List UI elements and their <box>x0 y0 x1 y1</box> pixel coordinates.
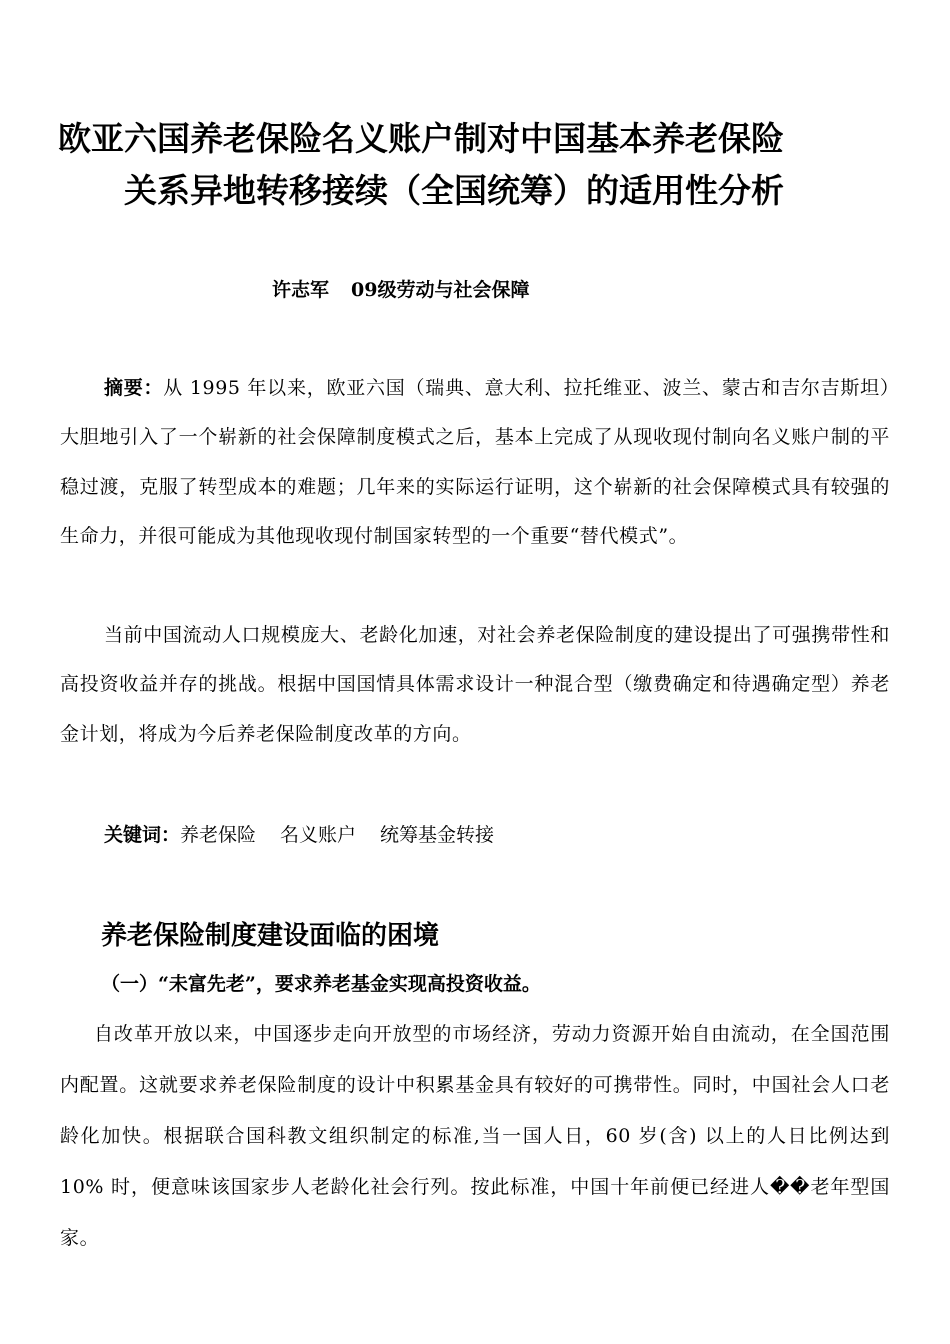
keywords-label: 关键词： <box>104 824 181 846</box>
section-heading: 养老保险制度建设面临的困境 <box>101 921 440 951</box>
abstract-paragraph-2: 当前中国流动人口规模庞大、老龄化加速，对社会养老保险制度的建设提出了可强携带性和高投资收益并存的挑战。根据中国国情具体需求设计一种混合型（缴费确定和待遇确定型）养老金计划，将成为今后养老保险制度改革的方向。 <box>60 624 890 745</box>
section-paragraph-1: 自改革开放以来，中国逐步走向开放型的市场经济，劳动力资源开始自由流动，在全国范围内配置。这就要求养老保险制度的设计中积累基金具有较好的可携带性。同时，中国社会人口老龄化加快。根据联合国科教文组织制定的标准,当一国人日，60 岁(含) 以上的人日比例达到10% 时，便意味该国家步人老龄化社会行列。按此标准，中国十年前便已经进人��老年型国家。 <box>60 1023 890 1249</box>
keyword-item: 养老保险 <box>180 824 257 846</box>
keywords-line <box>104 811 494 860</box>
abstract-paragraph-1 <box>60 364 890 561</box>
abstract-text-1: 从 1995 年以来，欧亚六国（瑞典、意大利、拉托维亚、波兰、蒙古和吉尔吉斯坦）大胆地引入了一个崭新的社会保障制度模式之后，基本上完成了从现收现付制向名义账户制的平稳过渡，克服了转型成本的难题；几年来的实际运行证明，这个崭新的社会保障模式具有较强的生命力，并很可能成为其他现收现付制国家转型的一个重要“替代模式”。 <box>60 377 890 547</box>
author-affiliation: 09级劳动与社会保障 <box>351 279 530 301</box>
author-name: 许志军 <box>272 279 330 301</box>
author-line <box>272 275 529 302</box>
keyword-item: 名义账户 <box>280 824 357 846</box>
document-title-line-2: 关系异地转移接续（全国统筹）的适用性分析 <box>124 171 784 210</box>
abstract-label: 摘要： <box>104 377 164 399</box>
keyword-item: 统筹基金转接 <box>380 824 495 846</box>
subsection-heading: （一）“未富先老”，要求养老基金实现高投资收益。 <box>101 973 541 995</box>
document-title-line-1: 欧亚六国养老保险名义账户制对中国基本养老保险 <box>58 119 784 158</box>
